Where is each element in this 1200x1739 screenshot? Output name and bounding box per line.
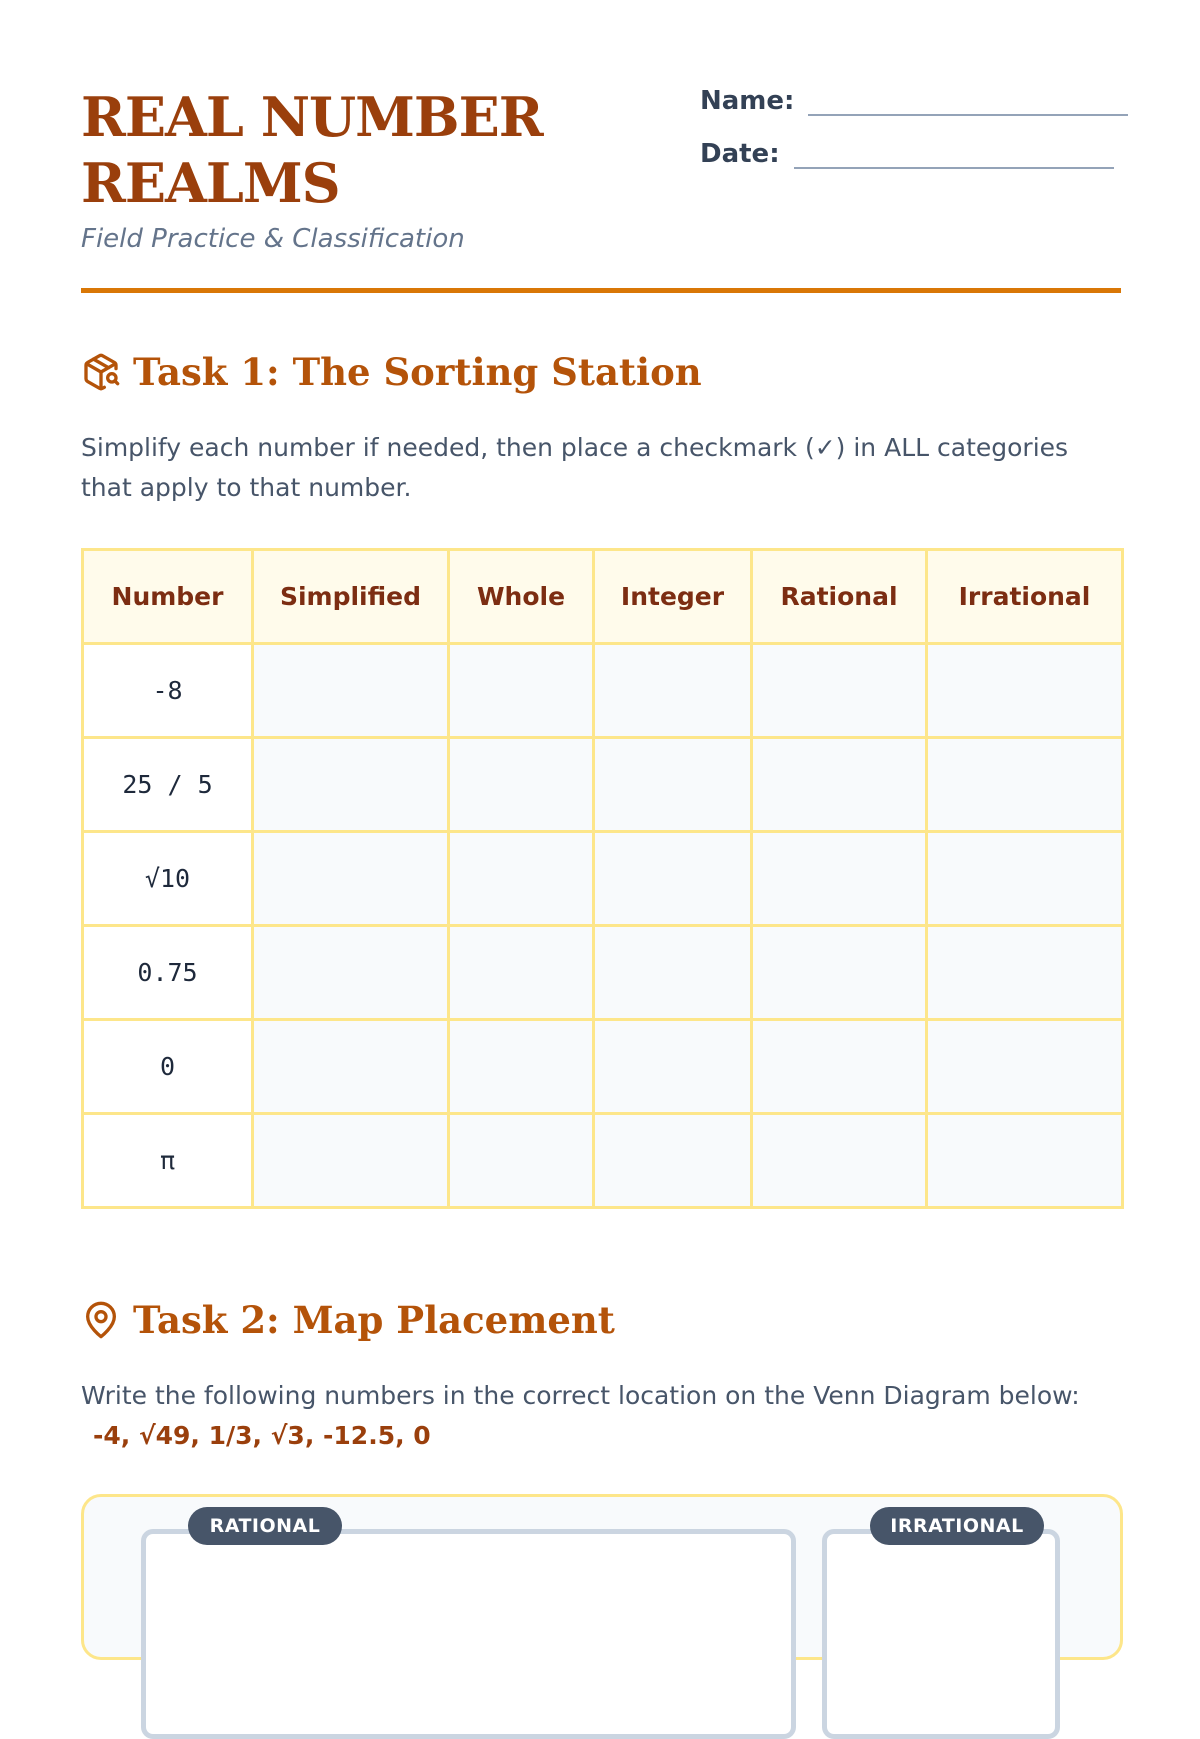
page-title: REAL NUMBER REALMS	[81, 85, 543, 215]
rational-label: RATIONAL	[188, 1507, 342, 1545]
whole-cell[interactable]	[449, 926, 594, 1020]
irrational-cell[interactable]	[927, 926, 1123, 1020]
integer-cell[interactable]	[594, 644, 752, 738]
date-label: Date:	[700, 139, 780, 169]
irrational-cell[interactable]	[927, 644, 1123, 738]
date-blank-line[interactable]	[794, 137, 1114, 169]
simplified-cell[interactable]	[253, 1114, 449, 1208]
task2-instructions-block	[81, 1376, 1121, 1456]
irrational-cell[interactable]	[927, 738, 1123, 832]
irrational-cell[interactable]	[927, 832, 1123, 926]
task1-instructions: Simplify each number if needed, then place a checkmark (✓) in ALL categories that apply to that number.	[81, 433, 1069, 502]
map-pin-icon	[81, 1300, 121, 1340]
table-row	[83, 1114, 1123, 1208]
whole-cell[interactable]	[449, 1020, 594, 1114]
header-divider	[81, 288, 1121, 293]
integer-cell[interactable]	[594, 926, 752, 1020]
rational-cell[interactable]	[752, 644, 927, 738]
table-row	[83, 1020, 1123, 1114]
number-cell: π	[83, 1114, 253, 1208]
task2-heading-row	[81, 1298, 615, 1342]
table-row	[83, 644, 1123, 738]
whole-cell[interactable]	[449, 1114, 594, 1208]
rational-cell[interactable]	[752, 832, 927, 926]
table-row	[83, 738, 1123, 832]
whole-cell[interactable]	[449, 644, 594, 738]
table-row	[83, 926, 1123, 1020]
package-search-icon	[81, 352, 121, 392]
simplified-cell[interactable]	[253, 644, 449, 738]
irrational-cell[interactable]	[927, 1114, 1123, 1208]
number-cell: 0.75	[83, 926, 253, 1020]
task2-heading: Task 2: Map Placement	[133, 1298, 615, 1342]
col-integer: Integer	[594, 550, 752, 644]
rational-cell[interactable]	[752, 1020, 927, 1114]
number-cell: -8	[83, 644, 253, 738]
integer-cell[interactable]	[594, 1114, 752, 1208]
integer-cell[interactable]	[594, 832, 752, 926]
task1-heading-row	[81, 350, 702, 394]
simplified-cell[interactable]	[253, 1020, 449, 1114]
whole-cell[interactable]	[449, 832, 594, 926]
col-simplified: Simplified	[253, 550, 449, 644]
task2-number-list: -4, √49, 1/3, √3, -12.5, 0	[93, 1421, 431, 1450]
integer-cell[interactable]	[594, 1020, 752, 1114]
col-number: Number	[83, 550, 253, 644]
rational-cell[interactable]	[752, 1114, 927, 1208]
simplified-cell[interactable]	[253, 738, 449, 832]
table-row	[83, 832, 1123, 926]
table-header-row	[83, 550, 1123, 644]
rational-cell[interactable]	[752, 738, 927, 832]
whole-cell[interactable]	[449, 738, 594, 832]
integer-cell[interactable]	[594, 738, 752, 832]
irrational-cell[interactable]	[927, 1020, 1123, 1114]
task1-heading: Task 1: The Sorting Station	[133, 350, 702, 394]
col-rational: Rational	[752, 550, 927, 644]
task2-instructions: Write the following numbers in the correct location on the Venn Diagram below:	[81, 1381, 1080, 1410]
number-cell: √10	[83, 832, 253, 926]
col-irrational: Irrational	[927, 550, 1123, 644]
rational-region[interactable]	[141, 1529, 796, 1739]
page-subtitle: Field Practice & Classification	[81, 224, 465, 254]
simplified-cell[interactable]	[253, 832, 449, 926]
irrational-region[interactable]	[822, 1529, 1060, 1739]
date-field	[700, 137, 1114, 169]
col-whole: Whole	[449, 550, 594, 644]
number-cell: 0	[83, 1020, 253, 1114]
simplified-cell[interactable]	[253, 926, 449, 1020]
name-blank-line[interactable]	[808, 84, 1128, 116]
sorting-table	[81, 548, 1124, 1209]
venn-diagram	[81, 1494, 1123, 1660]
number-cell: 25 / 5	[83, 738, 253, 832]
rational-cell[interactable]	[752, 926, 927, 1020]
name-field	[700, 84, 1128, 116]
name-label: Name:	[700, 86, 795, 116]
irrational-label: IRRATIONAL	[870, 1507, 1044, 1545]
